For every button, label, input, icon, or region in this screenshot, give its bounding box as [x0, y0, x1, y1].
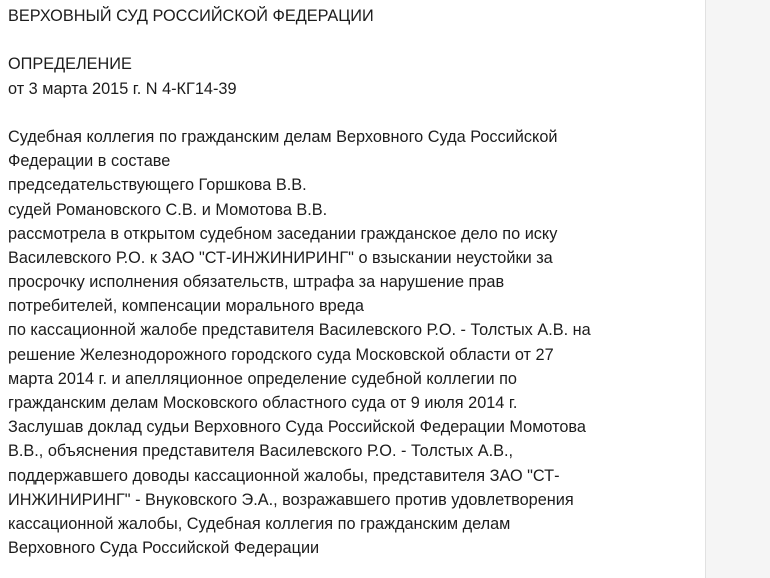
body-line: марта 2014 г. и апелляционное определение судебной коллегии по [8, 369, 517, 388]
body-line: просрочку исполнения обязательств, штрафа за нарушение прав [8, 273, 505, 292]
body-line: гражданским делам Московского областного суда от 9 июля 2014 г. [8, 394, 518, 412]
body-line: судей Романовского С.В. и Момотова В.В. [8, 200, 328, 219]
body-line: Василевского Р.О. к ЗАО "СТ-ИНЖИНИРИНГ" о взыскании неустойки за [8, 248, 553, 267]
spacer [8, 28, 705, 52]
body-line: кассационной жалобы, Судебная коллегия по гражданским делам [8, 514, 511, 533]
body-line: Федерации в составе [8, 152, 171, 171]
body-line: рассмотрела в открытом судебном заседании гражданское дело по иску [8, 224, 558, 243]
body-line: Верховного Суда Российской Федерации [8, 539, 320, 558]
court-name: ВЕРХОВНЫЙ СУД РОССИЙСКОЙ ФЕДЕРАЦИИ [8, 7, 374, 25]
document-type: ОПРЕДЕЛЕНИЕ [8, 55, 132, 74]
document-date-number: от 3 марта 2015 г. N 4-КГ14-39 [8, 79, 237, 98]
body-line: потребителей, компенсации морального вреда [8, 297, 364, 316]
spacer [8, 101, 705, 125]
body-line: решение Железнодорожного городского суда Московской области от 27 [8, 345, 554, 364]
body-line: по кассационной жалобе представителя Василевского Р.О. - Толстых А.В. на [8, 321, 591, 340]
side-panel [705, 0, 770, 578]
body-line: поддержавшего доводы кассационной жалобы, представителя ЗАО "СТ- [8, 466, 560, 485]
body-line: Судебная коллегия по гражданским делам Верховного Суда Российской [8, 127, 558, 146]
body-line: ИНЖИНИРИНГ" - Внуковского Э.А., возражавшего против удовлетворения [8, 490, 574, 509]
body-line: председательствующего Горшкова В.В. [8, 176, 307, 195]
body-line: Заслушав доклад судьи Верховного Суда Российской Федерации Момотова [8, 418, 586, 437]
body-line: В.В., объяснения представителя Василевского Р.О. - Толстых А.В., [8, 442, 514, 461]
